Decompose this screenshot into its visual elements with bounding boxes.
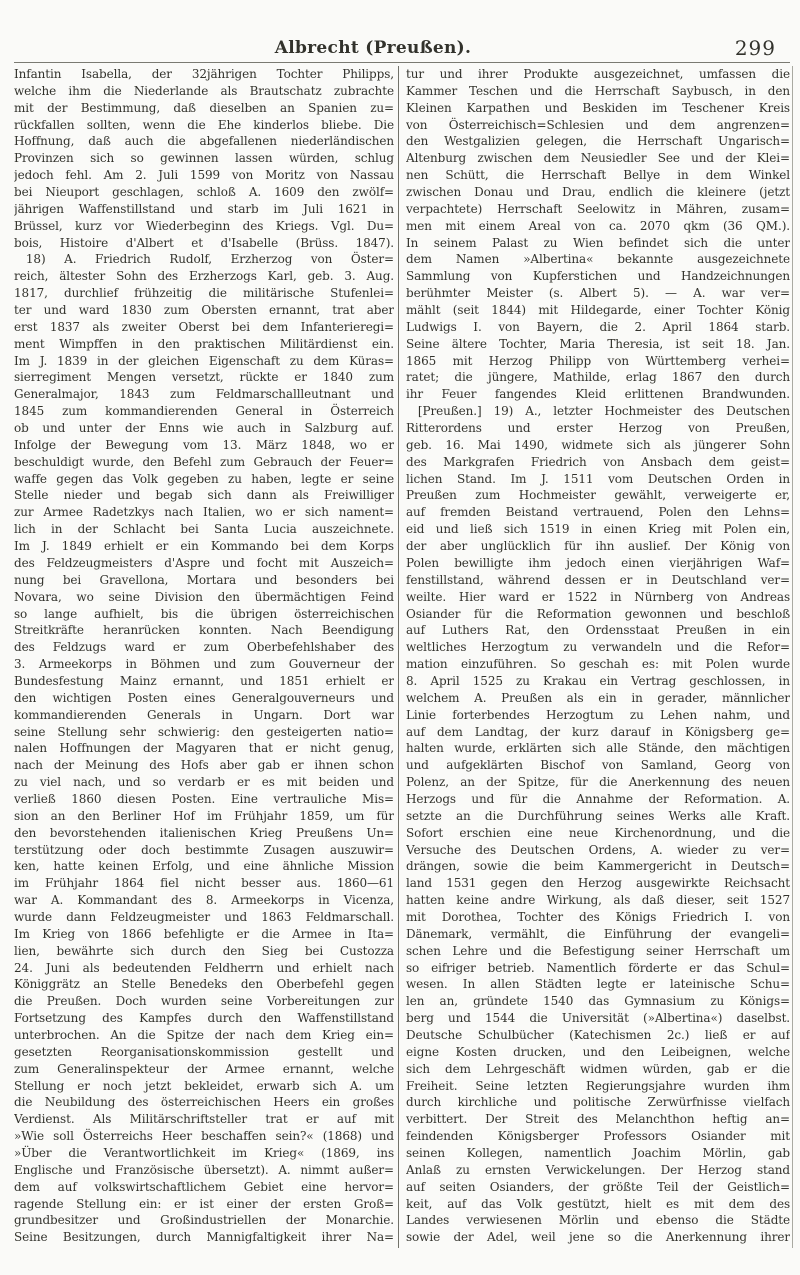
text-line: verbittert. Der Streit des Melanchthon heftig an=	[406, 1112, 790, 1127]
text-line: mit der Bestimmung, daß dieselben an Spanien zu=	[14, 100, 394, 115]
text-line: Anlaß zu ernsten Verwickelungen. Der Herzog stand	[406, 1162, 790, 1177]
text-line: ment Wimpffen in den praktischen Militärdienst ein.	[14, 336, 394, 351]
text-line: Generalmajor, 1843 zum Feldmarschallleutnant und	[14, 387, 394, 402]
text-line: im Frühjahr 1864 fiel nicht besser aus. 1860—61	[14, 876, 394, 891]
text-line: Infantin Isabella, der 32jährigen Tochter Philipps,	[14, 67, 394, 81]
text-line: die Preußen. Doch wurden seine Vorbereitungen zur	[14, 994, 394, 1009]
text-line: Englische und Französische übersetzt). A. nimmt außer=	[14, 1162, 394, 1177]
text-line: men mit einem Areal von ca. 2070 qkm (36 QM.).	[406, 218, 790, 233]
text-line: Polenz, an der Spitze, für die Anerkennung des neuen	[406, 775, 790, 790]
text-line: Seine Besitzungen, durch Mannigfaltigkeit ihrer Na=	[14, 1230, 394, 1245]
text-line: bei Nieuport geschlagen, schloß A. 1609 den zwölf=	[14, 185, 394, 200]
text-line: Im J. 1849 erhielt er ein Kommando bei dem Korps	[14, 539, 394, 554]
text-line: rückfallen sollten, wenn die Ehe kinderlos bliebe. Die	[14, 117, 394, 132]
text-line: so lange aufhielt, bis die übrigen österreichischen	[14, 606, 394, 621]
text-line: len an, gründete 1540 das Gymnasium zu Königs=	[406, 994, 790, 1009]
text-line: Preußen zum Hochmeister gewählt, verweigerte er,	[406, 488, 790, 503]
text-line: Dänemark, vermählt, die Einführung der evangeli=	[406, 926, 790, 941]
text-line: Brüssel, kurz vor Wiederbeginn des Kriegs. Vgl. Du=	[14, 218, 394, 233]
text-line: Landes verwiesenen Mörlin und ebenso die Städte	[406, 1213, 790, 1228]
text-line: Kammer Teschen und die Herrschaft Saybusch, in den	[406, 83, 790, 98]
text-line: Novara, wo seine Division den übermächtigen Feind	[14, 589, 394, 604]
text-line: grundbesitzer und Großindustriellen der Monarchie.	[14, 1213, 394, 1228]
text-line: berg und 1544 die Universität (»Albertina«) daselbst.	[406, 1011, 790, 1026]
left-column	[14, 66, 394, 1246]
text-line: Im Krieg von 1866 befehligte er die Armee in Ita=	[14, 926, 394, 941]
text-line: jährigen Waffenstillstand und starb im Juli 1621 in	[14, 201, 394, 216]
page-number: 299	[734, 36, 776, 60]
text-line: seine Stellung sehr schwierig: den gesteigerten natio=	[14, 724, 394, 739]
text-line: des Feldzeugmeisters d'Aspre und focht mit Auszeich=	[14, 555, 394, 570]
text-line: des Feldzugs ward er zum Oberbefehlshaber des	[14, 640, 394, 655]
right-column	[406, 66, 790, 1246]
text-line: die Neubildung des österreichischen Heers ein großes	[14, 1095, 394, 1110]
page-edge-line	[792, 66, 793, 1248]
text-line: der aber unglücklich für ihn auslief. Der König von	[406, 539, 790, 554]
text-line: unterbrochen. An die Spitze der nach dem Krieg ein=	[14, 1027, 394, 1042]
text-line: Deutsche Schulbücher (Katechismen 2c.) ließ er auf	[406, 1027, 790, 1042]
text-line: verließ 1860 diesen Posten. Eine vertrauliche Mis=	[14, 791, 394, 806]
text-line: 3. Armeekorps in Böhmen und zum Gouverneur der	[14, 657, 394, 672]
text-line: »Über die Verantwortlichkeit im Krieg« (1869, ins	[14, 1146, 394, 1160]
text-line: Fortsetzung des Kampfes durch den Waffenstillstand	[14, 1011, 394, 1026]
text-line: ragende Stellung ein: er ist einer der ersten Groß=	[14, 1196, 394, 1211]
text-line: lichen Stand. Im J. 1511 vom Deutschen Orden in	[406, 471, 790, 486]
text-line: zu viel nach, und so verdarb er es mit beiden und	[14, 775, 394, 790]
text-line: mählt (seit 1844) mit Hildegarde, einer Tochter König	[406, 303, 790, 318]
text-line: weltliches Herzogtum zu verwandeln und die Refor=	[406, 640, 790, 655]
text-line: und aufgeklärten Bischof von Samland, Georg von	[406, 758, 790, 773]
text-line: ken, hatte keinen Erfolg, und eine ähnliche Mission	[14, 859, 394, 874]
text-line: jedoch fehl. Am 2. Juli 1599 von Moritz von Nassau	[14, 168, 394, 183]
text-line: Sammlung von Kupferstichen und Handzeichnungen	[406, 269, 790, 284]
text-line: welche ihm die Niederlande als Brautschatz zubrachte	[14, 83, 394, 98]
text-line: eid und ließ sich 1519 in einen Krieg mit Polen ein,	[406, 522, 790, 537]
text-line: nach der Meinung des Hofs aber gab er ihnen schon	[14, 758, 394, 773]
text-line: 1817, durchlief frühzeitig die militärische Stufenlei=	[14, 286, 394, 301]
text-line: setzte an die Durchführung seines Werks alle Kraft.	[406, 808, 790, 823]
text-line: Hoffnung, daß auch die abgefallenen niederländischen	[14, 134, 394, 149]
text-line: Kleinen Karpathen und Beskiden im Teschener Kreis	[406, 100, 790, 115]
text-line: verpachtete) Herrschaft Seelowitz in Mähren, zusam=	[406, 201, 790, 216]
text-line: auf dem Landtag, der kurz darauf in Königsberg ge=	[406, 724, 790, 739]
text-line: sion an den Berliner Hof im Frühjahr 1859, um für	[14, 808, 394, 823]
text-line: 24. Juni als bedeutenden Feldherrn und erhielt nach	[14, 960, 394, 975]
text-line: gesetzten Reorganisationskommission gestellt und	[14, 1044, 394, 1059]
text-line: In seinem Palast zu Wien befindet sich die unter	[406, 235, 790, 250]
text-line: Polen bewilligte ihm jedoch einen vierjährigen Waf=	[406, 555, 790, 570]
text-line: lien, bewährte sich durch den Sieg bei Custozza	[14, 943, 394, 958]
text-line: eigne Kosten drucken, und den Leibeignen, welche	[406, 1044, 790, 1059]
text-line: von Österreichisch=Schlesien und dem angrenzen=	[406, 117, 790, 132]
text-line: war A. Kommandant des 8. Armeekorps in Vicenza,	[14, 893, 394, 908]
text-line: fenstillstand, während dessen er in Deutschland ver=	[406, 572, 790, 587]
text-line: den wichtigen Posten eines Generalgouverneurs und	[14, 690, 394, 705]
text-line: ob und unter der Enns wie auch in Salzburg auf.	[14, 421, 394, 436]
text-line: Herzogs und für die Annahme der Reformation. A.	[406, 791, 790, 806]
text-line: mit Dorothea, Tochter des Königs Friedrich I. von	[406, 909, 790, 924]
text-line: Im J. 1839 in der gleichen Eigenschaft zu dem Küras=	[14, 353, 394, 368]
text-line: auf Luthers Rat, den Ordensstaat Preußen in ein	[406, 623, 790, 638]
text-line: ter und ward 1830 zum Obersten ernannt, trat aber	[14, 303, 394, 318]
text-line: 18) A. Friedrich Rudolf, Erzherzog von Öster=	[14, 252, 394, 267]
text-line: Ludwigs I. von Bayern, die 2. April 1864 starb.	[406, 319, 790, 334]
text-line: den Westgalizien gelegen, die Herrschaft Ungarisch=	[406, 134, 790, 149]
text-line: dem Namen »Albertina« bekannte ausgezeichnete	[406, 252, 790, 267]
text-line: Altenburg zwischen dem Neusiedler See und der Klei=	[406, 151, 790, 166]
text-line: weilte. Hier ward er 1522 in Nürnberg von Andreas	[406, 589, 790, 604]
text-line: tur und ihrer Produkte ausgezeichnet, umfassen die	[406, 67, 790, 81]
text-line: drängen, sowie die beim Kammergericht in Deutsch=	[406, 859, 790, 874]
text-line: keit, auf das Volk gestützt, hielt es mit dem des	[406, 1196, 790, 1211]
text-line: nung bei Gravellona, Mortara und besonders bei	[14, 572, 394, 587]
text-line: reich, ältester Sohn des Erzherzogs Karl, geb. 3. Aug.	[14, 269, 394, 284]
text-line: auf fremden Beistand vertrauend, Polen den Lehns=	[406, 505, 790, 520]
text-line: geb. 16. Mai 1490, widmete sich als jüngerer Sohn	[406, 437, 790, 452]
text-line: beschuldigt wurde, den Befehl zum Gebrauch der Feuer=	[14, 454, 394, 469]
text-line: bois, Histoire d'Albert et d'Isabelle (Brüss. 1847).	[14, 235, 394, 250]
text-line: wesen. In allen Städten legte er lateinische Schu=	[406, 977, 790, 992]
text-line: den bevorstehenden italienischen Krieg Preußens Un=	[14, 825, 394, 840]
text-line: 8. April 1525 zu Krakau ein Vertrag geschlossen, in	[406, 673, 790, 688]
text-line: sierregiment Mengen versetzt, rückte er 1840 zum	[14, 370, 394, 385]
text-line: Stelle nieder und begab sich dann als Freiwilliger	[14, 488, 394, 503]
text-line: Linie forterbendes Herzogtum zu Lehen nahm, und	[406, 707, 790, 722]
text-line: halten wurde, erklärten sich alle Stände, den mächtigen	[406, 741, 790, 756]
text-line: nen Schütt, die Herrschaft Bellye in dem Winkel	[406, 168, 790, 183]
text-line: durch kirchliche und politische Zerwürfnisse vielfach	[406, 1095, 790, 1110]
text-line: schen Lehre und die Befestigung seiner Herrschaft um	[406, 943, 790, 958]
text-line: hatten keine andre Wirkung, als daß dieser, seit 1527	[406, 893, 790, 908]
text-line: Königgrätz an Stelle Benedeks den Oberbefehl gegen	[14, 977, 394, 992]
text-line: zwischen Donau und Drau, endlich die kleinere (jetzt	[406, 185, 790, 200]
text-line: Streitkräfte heranrücken konnten. Nach Beendigung	[14, 623, 394, 638]
text-line: seinen Kollegen, namentlich Joachim Mörlin, gab	[406, 1146, 790, 1160]
text-line: Stellung er noch jetzt bekleidet, erwarb sich A. um	[14, 1078, 394, 1093]
text-line: Sofort erschien eine neue Kirchenordnung, und die	[406, 825, 790, 840]
text-line: erst 1837 als zweiter Oberst bei dem Infanterieregi=	[14, 319, 394, 334]
text-line: wurde dann Feldzeugmeister und 1863 Feldmarschall.	[14, 909, 394, 924]
text-line: terstützung oder doch bestimmte Zusagen auszuwir=	[14, 842, 394, 857]
text-line: Verdienst. Als Militärschriftsteller trat er auf mit	[14, 1112, 394, 1127]
text-line: zur Armee Radetzkys nach Italien, wo er sich nament=	[14, 505, 394, 520]
text-line: berühmter Meister (s. Albert 5). — A. war ver=	[406, 286, 790, 301]
text-line: zum Generalinspekteur der Armee ernannt, welche	[14, 1061, 394, 1076]
text-line: [Preußen.] 19) A., letzter Hochmeister des Deutschen	[406, 404, 790, 419]
header-rule	[14, 62, 790, 63]
text-line: Osiander für die Reformation gewonnen und beschloß	[406, 606, 790, 621]
text-line: Seine ältere Tochter, Maria Theresia, ist seit 18. Jan.	[406, 336, 790, 351]
text-line: »Wie soll Österreichs Heer beschaffen sein?« (1868) und	[14, 1129, 394, 1144]
running-head-title: Albrecht (Preußen).	[274, 38, 472, 58]
text-line: nalen Hoffnungen der Magyaren that er nicht genug,	[14, 741, 394, 756]
text-line: waffe gegen das Volk gegeben zu haben, legte er seine	[14, 471, 394, 486]
text-line: 1865 mit Herzog Philipp von Württemberg verhei=	[406, 353, 790, 368]
text-line: 1845 zum kommandierenden General in Österreich	[14, 404, 394, 419]
text-line: so eifriger betrieb. Namentlich förderte er das Schul=	[406, 960, 790, 975]
text-line: Bundesfestung Mainz ernannt, und 1851 erhielt er	[14, 673, 394, 688]
text-line: sowie der Adel, weil jene so die Anerkennung ihrer	[406, 1230, 790, 1245]
text-line: kommandierenden Generals in Ungarn. Dort war	[14, 707, 394, 722]
text-line: auf seiten Osianders, der größte Teil der Geistlich=	[406, 1179, 790, 1194]
text-line: Freiheit. Seine letzten Regierungsjahre wurden ihm	[406, 1078, 790, 1093]
text-line: Versuche des Deutschen Ordens, A. wieder zu ver=	[406, 842, 790, 857]
text-block	[14, 66, 790, 1248]
text-line: Infolge der Bewegung vom 13. März 1848, wo er	[14, 437, 394, 452]
text-line: Provinzen sich so gewinnen lassen würden, schlug	[14, 151, 394, 166]
text-line: welchem A. Preußen als ein in gerader, männlicher	[406, 690, 790, 705]
text-line: Ritterordens und erster Herzog von Preußen,	[406, 421, 790, 436]
text-line: sich dem Lehrgeschäft widmen würden, gab er die	[406, 1061, 790, 1076]
text-line: ratet; die jüngere, Mathilde, erlag 1867 den durch	[406, 370, 790, 385]
text-line: ihr Feuer fangendes Kleid erlittenen Brandwunden.	[406, 387, 790, 402]
text-line: des Markgrafen Friedrich von Ansbach dem geist=	[406, 454, 790, 469]
text-line: feindenden Königsberger Professors Osiander mit	[406, 1129, 790, 1144]
text-line: land 1531 gegen den Herzog ausgewirkte Reichsacht	[406, 876, 790, 891]
text-line: mation einzuführen. So geschah es: mit Polen wurde	[406, 657, 790, 672]
text-line: lich in der Schlacht bei Santa Lucia auszeichnete.	[14, 522, 394, 537]
text-line: dem auf volkswirtschaftlichem Gebiet eine hervor=	[14, 1179, 394, 1194]
column-divider	[398, 66, 399, 1248]
